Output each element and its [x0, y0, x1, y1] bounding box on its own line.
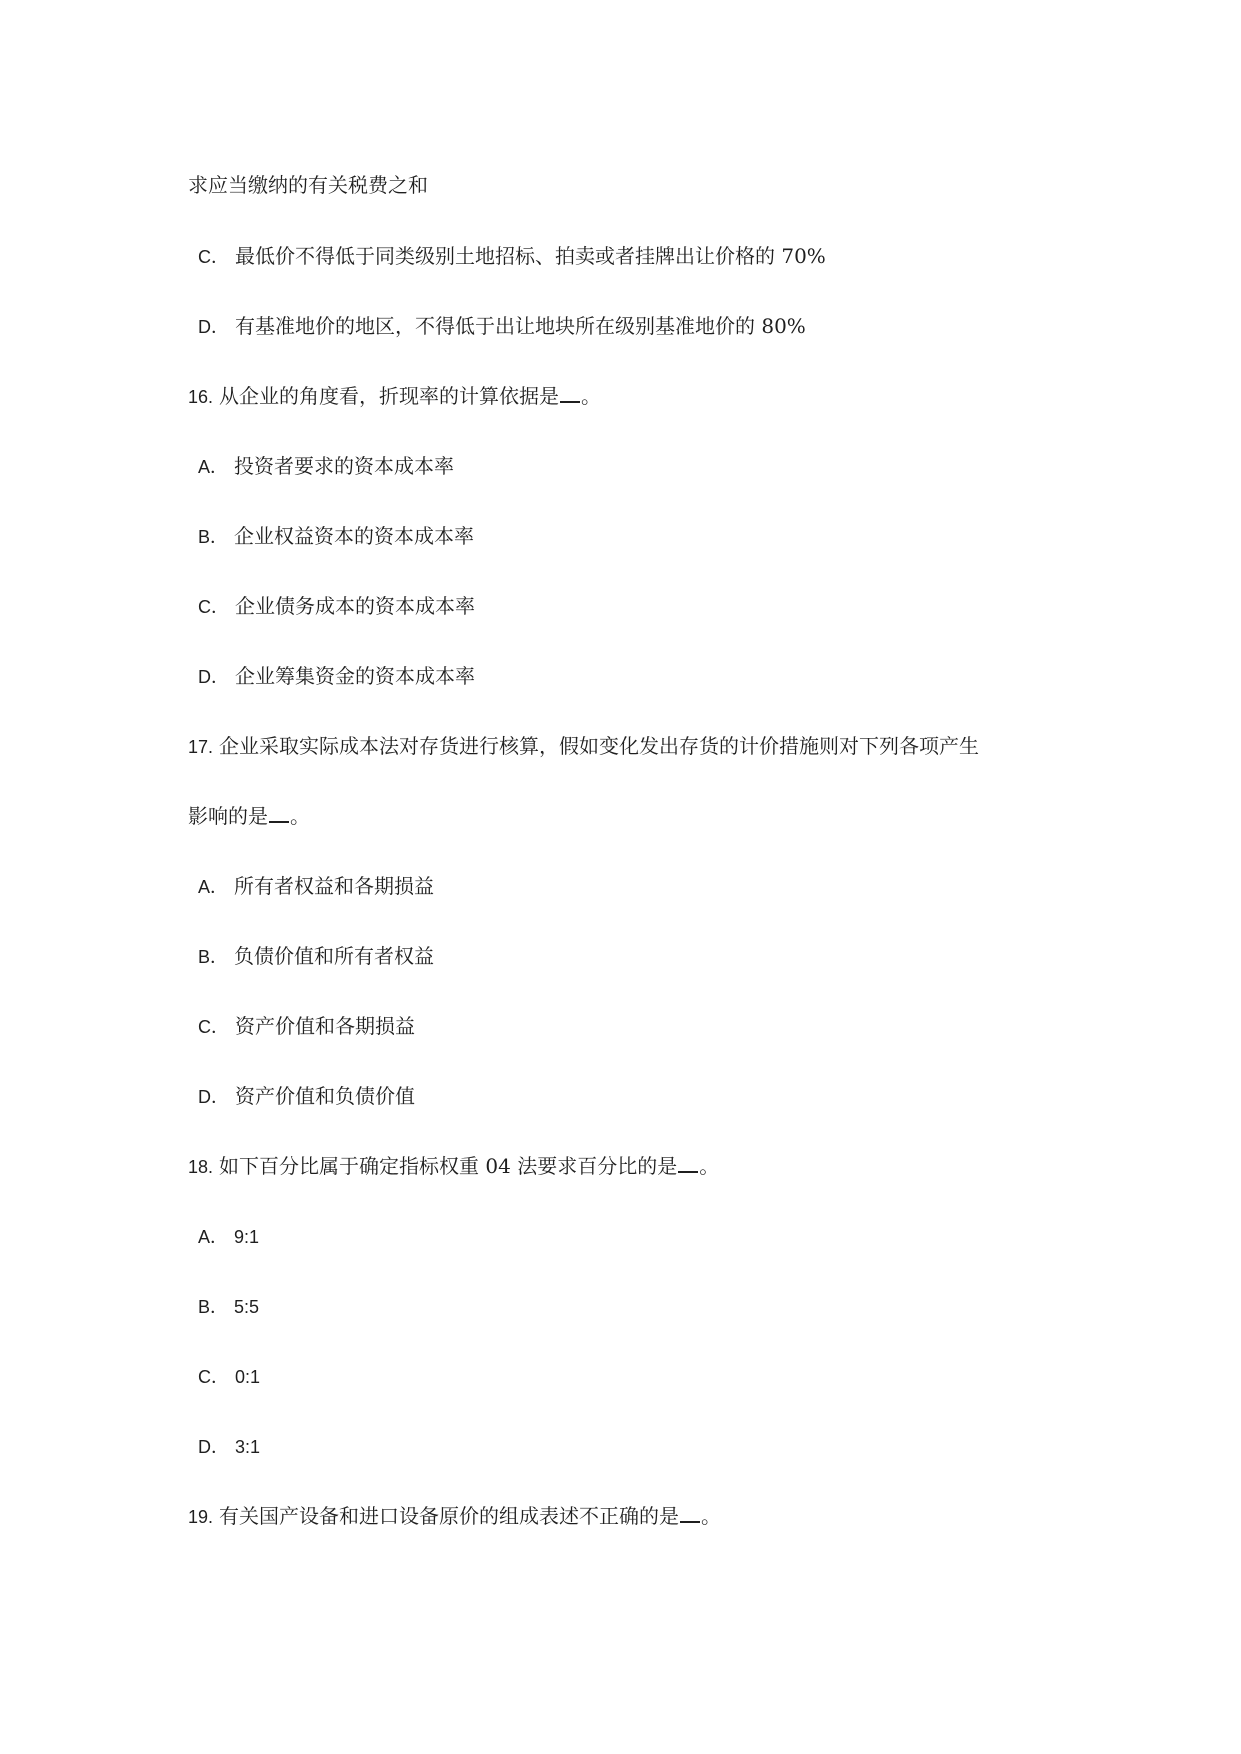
option-mark: B． — [198, 527, 229, 547]
option-line — [198, 1293, 265, 1320]
option-line — [198, 593, 475, 620]
option-line — [198, 1013, 415, 1040]
option-mark: B． — [198, 1297, 229, 1317]
question-tail: 。 — [701, 1504, 722, 1528]
question-19 — [188, 1503, 721, 1530]
paragraph-continuation — [188, 172, 428, 198]
option-line — [198, 243, 826, 270]
line-text: 求应当缴纳的有关税费之和 — [188, 173, 428, 197]
option-line — [198, 1223, 265, 1250]
option-line — [198, 523, 474, 550]
question-text: 影响的是 — [188, 804, 268, 828]
question-number: 16. — [188, 387, 214, 407]
option-mark: C． — [198, 1367, 229, 1387]
option-text: 投资者要求的资本成本率 — [234, 454, 455, 478]
option-text: 资产价值和负债价值 — [235, 1084, 415, 1108]
option-mark: A． — [198, 877, 229, 897]
question-17 — [188, 733, 979, 760]
option-text: 资产价值和各期损益 — [235, 1014, 415, 1038]
option-text: 企业债务成本的资本成本率 — [235, 594, 475, 618]
answer-blank — [678, 1155, 698, 1173]
option-line — [198, 1433, 266, 1460]
option-line — [198, 943, 434, 970]
option-line — [198, 663, 475, 690]
question-tail: 。 — [699, 1154, 720, 1178]
option-mark: D． — [198, 317, 229, 337]
option-mark: C． — [198, 247, 229, 267]
option-line — [198, 1083, 415, 1110]
option-line — [198, 313, 806, 340]
question-text: 企业采取实际成本法对存货进行核算，假如变化发出存货的计价措施则对下列各项产生 — [219, 734, 980, 758]
question-text: 从企业的角度看，折现率的计算依据是 — [219, 384, 560, 408]
question-16 — [188, 383, 601, 410]
option-text: 负债价值和所有者权益 — [234, 944, 435, 968]
option-line — [198, 873, 434, 900]
answer-blank — [560, 385, 580, 403]
option-text: 5:5 — [234, 1297, 260, 1317]
option-mark: B． — [198, 947, 229, 967]
option-mark: D． — [198, 667, 229, 687]
option-text: 9:1 — [234, 1227, 260, 1247]
option-mark: C． — [198, 1017, 229, 1037]
option-line — [198, 453, 454, 480]
option-text: 0:1 — [235, 1367, 261, 1387]
option-mark: C． — [198, 597, 229, 617]
option-text: 企业权益资本的资本成本率 — [234, 524, 475, 548]
question-17-continuation — [188, 803, 310, 829]
question-tail: 。 — [290, 804, 310, 828]
option-mark: D． — [198, 1087, 229, 1107]
answer-blank — [680, 1505, 700, 1523]
option-mark: A． — [198, 457, 229, 477]
question-18 — [188, 1153, 719, 1180]
answer-blank — [269, 805, 289, 823]
question-number: 18. — [188, 1157, 214, 1177]
option-mark: D． — [198, 1437, 229, 1457]
option-text: 最低价不得低于同类级别土地招标、拍卖或者挂牌出让价格的 70% — [235, 244, 826, 268]
question-tail: 。 — [581, 384, 602, 408]
question-number: 19. — [188, 1507, 214, 1527]
option-line — [198, 1363, 266, 1390]
option-text: 有基准地价的地区，不得低于出让地块所在级别基准地价的 80% — [235, 314, 806, 338]
question-text: 如下百分比属于确定指标权重 04 法要求百分比的是 — [219, 1154, 678, 1178]
option-text: 所有者权益和各期损益 — [234, 874, 435, 898]
question-number: 17. — [188, 737, 214, 757]
option-text: 企业筹集资金的资本成本率 — [235, 664, 475, 688]
question-text: 有关国产设备和进口设备原价的组成表述不正确的是 — [219, 1504, 680, 1528]
option-mark: A． — [198, 1227, 229, 1247]
option-text: 3:1 — [235, 1437, 261, 1457]
